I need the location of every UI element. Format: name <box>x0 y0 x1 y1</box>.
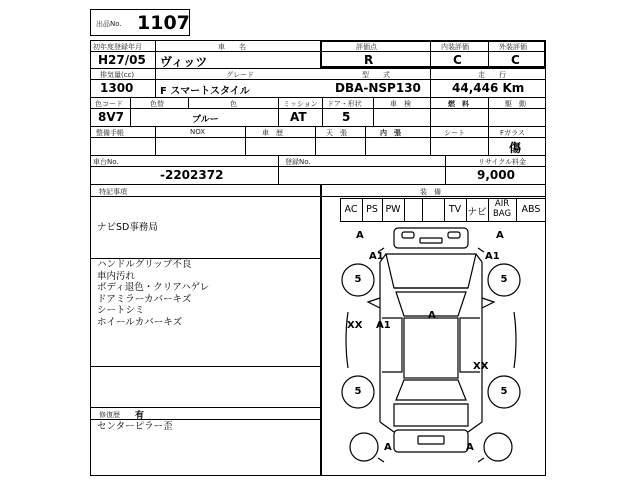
mark-door-left-a1: A1 <box>376 320 391 331</box>
exterior-label: 外装評価 <box>499 43 527 51</box>
mark-door-right-xx: XX <box>473 361 489 372</box>
mark-rear-left: A <box>384 442 392 453</box>
car-diagram <box>322 222 546 476</box>
history-label: 車 歴 <box>262 129 283 137</box>
equipment-pw: PW <box>385 204 401 215</box>
displacement-label: 排気量(cc) <box>100 71 135 79</box>
chassis-label: 車台No. <box>93 158 119 166</box>
list-item: センターピラー歪 <box>97 421 173 432</box>
equipment-ac: AC <box>344 204 358 215</box>
nox-label: NOX <box>190 128 206 136</box>
ceiling-label: 天 張 <box>326 129 347 137</box>
recycle-label: リサイクル料金 <box>478 158 527 166</box>
equipment-ps: PS <box>366 204 378 215</box>
spare-right-circle <box>484 433 512 461</box>
exterior-value: C <box>511 53 520 67</box>
mark-roof: A <box>428 310 436 321</box>
lot-number-box <box>90 9 190 36</box>
color-code-label: 色コード <box>95 100 123 108</box>
list-item: ナビSD事務局 <box>97 222 158 233</box>
equipment-abs: ABS <box>521 204 541 215</box>
equipment-navi: ナビ <box>467 207 487 218</box>
tire-front-right: 5 <box>500 274 508 285</box>
list-item: ハンドルグリップ不良 <box>97 259 192 270</box>
grade-label: グレード <box>226 71 254 79</box>
score-label: 評価点 <box>356 43 377 51</box>
notes-label: 特記事項 <box>99 188 127 196</box>
tire-rear-left: 5 <box>354 386 362 397</box>
inspection-label: 車 検 <box>390 100 411 108</box>
list-item: シートシミ <box>97 305 145 316</box>
notes-middle <box>97 259 209 328</box>
car-name-value: ヴィッツ <box>160 55 208 69</box>
model-value: DBA-NSP130 <box>335 81 421 95</box>
mission-value: AT <box>290 110 307 124</box>
grade-value: F スマートスタイル <box>160 86 250 97</box>
repair-history-value: 有 <box>135 411 145 421</box>
color-value: ブルー <box>192 115 219 125</box>
mark-fender-left: A1 <box>369 251 384 262</box>
tire-front-left: 5 <box>354 274 362 285</box>
door-label: ドア・形状 <box>327 100 362 108</box>
color-label: 色 <box>230 100 237 108</box>
chassis-value: -2202372 <box>160 168 224 182</box>
lining-label: 内 張 <box>380 129 401 137</box>
drive-label: 駆 動 <box>505 100 526 108</box>
tire-rear-right: 5 <box>500 386 508 397</box>
mark-rear-right: A <box>466 442 474 453</box>
repair-history-label: 修復歴 <box>99 411 120 419</box>
lot-number-label: 出品No. <box>96 20 122 28</box>
front-glass-value: 傷 <box>509 141 522 155</box>
notes-top <box>97 222 158 234</box>
list-item: 車内汚れ <box>97 270 136 282</box>
mileage-label: 走 行 <box>478 71 506 79</box>
color-change-label: 色替 <box>150 100 164 108</box>
first-registration-label: 初年度登録年月 <box>93 43 142 51</box>
mileage-value: 44,446 Km <box>452 81 525 95</box>
door-value: 5 <box>342 110 351 124</box>
maintenance-book-label: 整備手帳 <box>96 129 124 137</box>
list-item: ボディ退色・クリアハゲレ <box>97 282 210 293</box>
interior-label: 内装評価 <box>441 43 469 51</box>
mark-front-right: A <box>496 230 504 241</box>
list-item: ドアミラーカバーキズ <box>97 293 192 305</box>
mission-label: ミッション <box>283 100 318 108</box>
model-label: 型 式 <box>362 71 390 79</box>
mark-door-left-xx: XX <box>347 320 363 331</box>
registration-label: 登録No. <box>285 158 311 166</box>
displacement-value: 1300 <box>100 81 134 95</box>
seat-label: シート <box>444 129 465 137</box>
fuel-label: 燃 料 <box>448 100 469 108</box>
mark-front-left: A <box>356 230 364 241</box>
recycle-value: 9,000 <box>477 168 515 182</box>
spare-left-circle <box>350 433 378 461</box>
equipment-airbag: AIR BAG <box>492 199 512 219</box>
car-name-label: 車 名 <box>218 43 246 51</box>
color-code-value: 8V7 <box>98 110 124 124</box>
equipment-label: 装 備 <box>420 188 441 196</box>
interior-value: C <box>453 53 462 67</box>
first-registration-value: H27/05 <box>98 53 146 67</box>
front-glass-label: Fガラス <box>500 129 525 137</box>
equipment-tv: TV <box>448 204 462 215</box>
score-value: R <box>364 53 374 67</box>
list-item: ホイールカバーキズ <box>97 316 183 328</box>
lot-number: 1107 <box>137 12 190 34</box>
mark-fender-right: A1 <box>485 251 500 262</box>
repair-items <box>97 421 173 433</box>
